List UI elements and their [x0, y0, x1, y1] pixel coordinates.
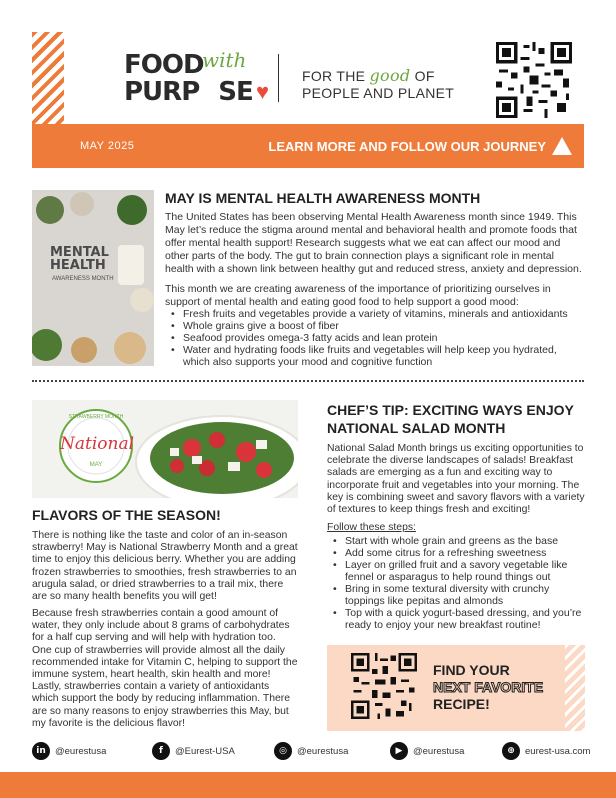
qr-code-header[interactable] [496, 42, 572, 118]
list-item: • Add some citrus for a refreshing sweetness [327, 547, 585, 559]
recipe-line-2: NEXT FAVORITE [433, 679, 544, 695]
national-badge-ring: STRAWBERRY MONTH [68, 414, 124, 420]
heart-icon: ♥ [256, 79, 270, 104]
instagram-icon: ◎ [274, 742, 292, 760]
list-item: • Fresh fruits and vegetables provide a variety of vitamins, minerals and antioxidants [165, 308, 585, 320]
arrow-up-icon [552, 137, 572, 155]
chef-tip-heading-line-1: CHEF’S TIP: EXCITING WAYS ENJOY [327, 402, 574, 418]
globe-icon: ⊕ [502, 742, 520, 760]
mental-health-image [32, 190, 154, 366]
tagline-line2: PEOPLE AND PLANET [302, 85, 455, 101]
issue-date: MAY 2025 [80, 140, 135, 152]
mental-health-paragraph-1: The United States has been observing Mental Health Awareness month since 1949. This May let’s reduce the stigma around mental and behavioral health and promote foods that offer mental health support! Research suggests what we eat can affect our mood and other parts of the body. The gut to brain connection plays a significant role in mental health with a shown link between healthy gut and reduced stress, anxiety and depression. [165, 211, 582, 275]
chef-steps-list [327, 535, 585, 631]
mental-health-image-title: MENTAL HEALTH [50, 245, 109, 273]
header-divider [278, 54, 279, 102]
follow-journey-link[interactable]: LEARN MORE AND FOLLOW OUR JOURNEY [268, 139, 546, 154]
mental-health-image-subtitle: AWARENESS MONTH [52, 276, 114, 282]
social-youtube[interactable] [390, 741, 464, 761]
recipe-stripes [565, 645, 585, 731]
list-item: • Seafood provides omega-3 fatty acids and lean protein [165, 332, 585, 344]
national-badge-month: MAY [89, 462, 103, 468]
section-divider [32, 380, 584, 382]
strawberry-salad-image [32, 400, 298, 498]
footer-bar [0, 772, 616, 798]
flavors-heading: FLAVORS OF THE SEASON! [32, 507, 221, 523]
mental-health-heading: MAY IS MENTAL HEALTH AWARENESS MONTH [165, 190, 481, 206]
list-item: • Start with whole grain and greens as the base [327, 535, 585, 547]
list-item: • Top with a quick yogurt-based dressing, and you’re ready to enjoy your new breakfast routine! [327, 607, 585, 631]
tagline-line1: FOR THE good OF [302, 66, 435, 85]
logo-food-text: FOOD [124, 50, 204, 80]
social-label: @eurestusa [297, 745, 349, 757]
recipe-line-3: RECIPE! [433, 696, 490, 712]
social-label: @eurestusa [413, 745, 465, 757]
recipe-callout [327, 645, 585, 731]
logo-purpose-text: PURP SE [124, 77, 253, 107]
website-link: eurest-usa.com [525, 745, 591, 757]
header [64, 32, 584, 124]
flavors-paragraph-2: Because fresh strawberries contain a good amount of water, they only include about 8 grams of carbohydrates for a half cup serving and will help with hydration too. One cup of strawberries will provide almost all the daily recommended intake for Vitamin C, helping to support the immune system, heart health, skin health and more! Lastly, strawberries contain a variety of antioxidants which support the body by reducing inflammation. There are so many reasons to enjoy strawberries this May, but my favorite is the delicious flavor! [32, 608, 298, 729]
chef-tip-paragraph: National Salad Month brings us exciting opportunities to celebrate the diverse landscapes of salads! Breakfast salads are emerging as a fun and exciting way to incorporate fruit and vegetables into your morning. The key is combining sweet and savory flavors with a variety of textures to keep things fresh and exciting! [327, 443, 585, 516]
qr-code-recipe[interactable] [351, 653, 417, 719]
social-linkedin[interactable] [32, 741, 106, 761]
mental-health-paragraph-2: This month we are creating awareness of the importance of prioritizing ourselves in support of mental health and eating good food to help support a good mood: [165, 283, 551, 308]
social-label: @Eurest-USA [175, 745, 235, 757]
list-item: • Bring in some textural diversity with crunchy toppings like pepitas and almonds [327, 583, 585, 607]
linkedin-icon: in [32, 742, 50, 760]
list-item: • Layer on grilled fruit and a savory vegetable like fennel or asparagus to help round things out [327, 559, 585, 583]
month-banner [32, 124, 584, 168]
chef-tip-heading-line-2: NATIONAL SALAD MONTH [327, 420, 506, 436]
facebook-icon: f [152, 742, 170, 760]
list-item: • Water and hydrating foods like fruits and vegetables will help keep you hydrated, which also supports your mood and cognitive function [165, 344, 585, 368]
social-label: @eurestusa [55, 745, 107, 757]
social-facebook[interactable] [152, 741, 235, 761]
social-instagram[interactable] [274, 741, 348, 761]
social-website[interactable] [502, 741, 590, 761]
flavors-paragraph-1: There is nothing like the taste and color of an in-season strawberry! May is National Strawberry Month and a great time to enjoy this delicious berry. Whether you are adding frozen strawberries to smoothies, fresh strawberries to an arugula salad, or dried strawberries to a trail mix, there are so many health benefits you will get! [32, 530, 298, 603]
national-badge-text: National [60, 434, 135, 454]
header-stripes [32, 32, 64, 124]
logo-with-text: with [202, 48, 247, 72]
steps-label: Follow these steps: [327, 522, 416, 533]
youtube-icon: ▶ [390, 742, 408, 760]
mental-health-list [165, 308, 585, 368]
list-item: • Whole grains give a boost of fiber [165, 320, 585, 332]
recipe-line-1: FIND YOUR [433, 662, 510, 678]
